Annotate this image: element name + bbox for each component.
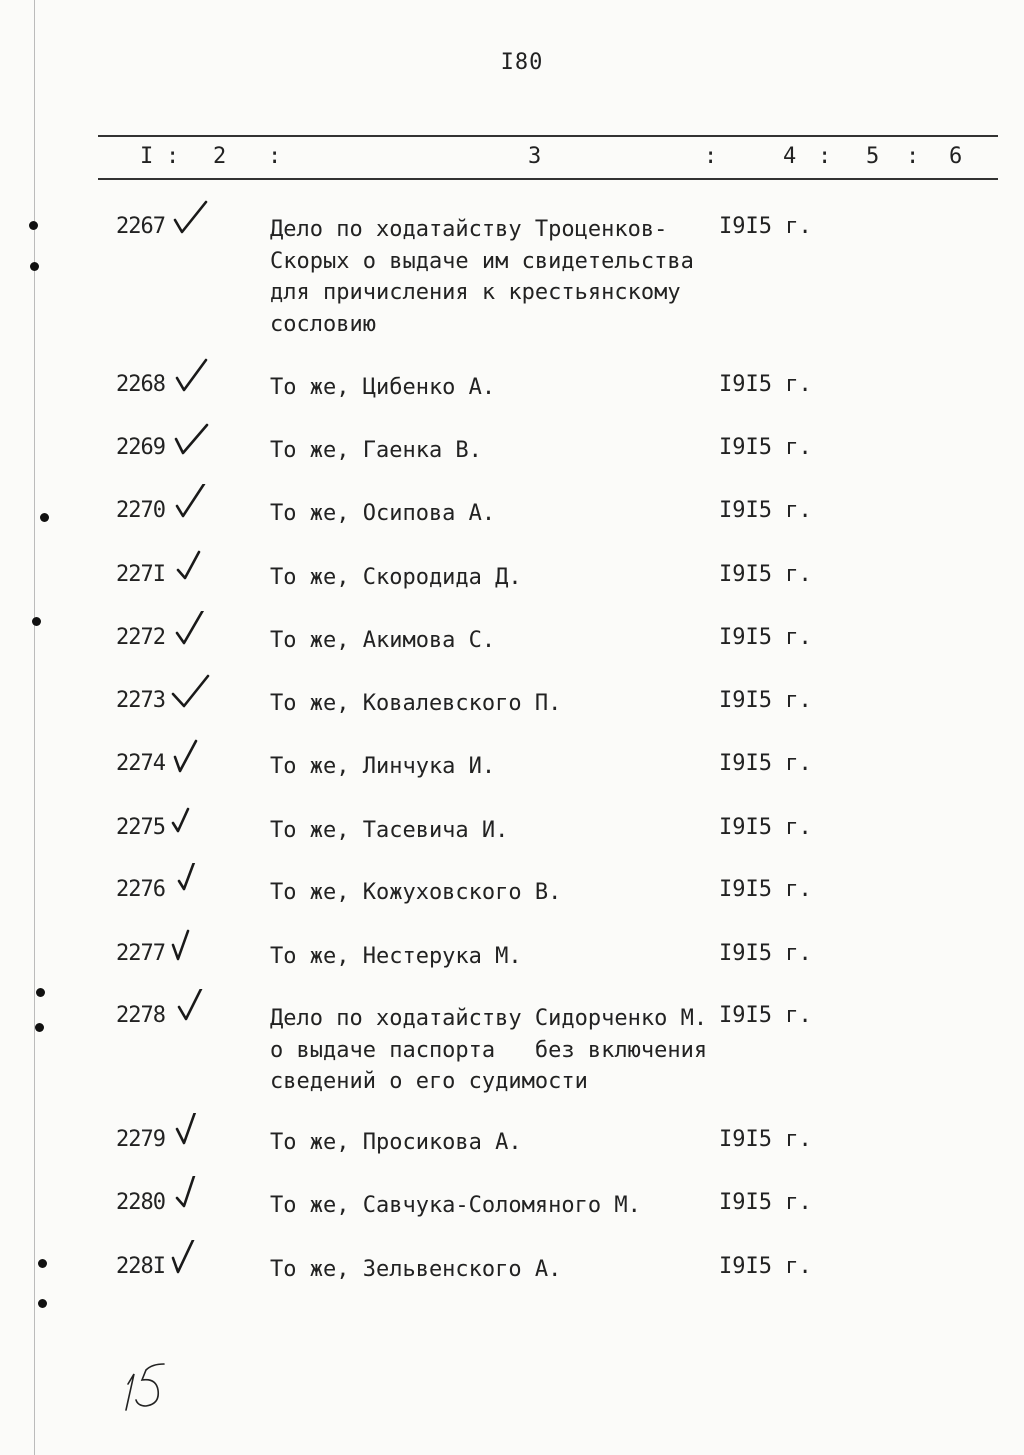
punch-hole (30, 262, 39, 271)
checkmark-icon (170, 674, 210, 714)
header-col-2: 2 (213, 144, 227, 169)
entry-number: 2270 (116, 498, 165, 523)
entry-year: I9I5 г. (719, 562, 812, 587)
entry-description: Дело по ходатайству Троценков- Скорых о выдаче им свидетельства для причисления к крестьянскому сословию (270, 217, 694, 337)
checkmark-icon (174, 611, 214, 651)
entry-year: I9I5 г. (719, 1127, 812, 1152)
entry-number: 2276 (116, 877, 165, 902)
entry-description: То же, Тасевича И. (270, 818, 509, 843)
entry-year: I9I5 г. (719, 1190, 812, 1215)
entry-number: 2274 (116, 751, 165, 776)
checkmark-icon (173, 421, 213, 461)
entry-number: 2268 (116, 372, 165, 397)
entry-year: I9I5 г. (719, 877, 812, 902)
header-col-4: 4 (783, 144, 797, 169)
entry-year: I9I5 г. (719, 751, 812, 776)
entry-number: 2272 (116, 625, 165, 650)
entry-description: То же, Зельвенского А. (270, 1257, 562, 1282)
entry-description: То же, Нестерука М. (270, 944, 522, 969)
entry-number: 2278 (116, 1003, 165, 1028)
checkmark-icon (176, 863, 216, 903)
entry-number: 227I (116, 562, 165, 587)
header-separator: : (906, 144, 920, 169)
handwritten-folio-number (118, 1358, 178, 1418)
checkmark-icon (170, 801, 210, 841)
entry-number: 2280 (116, 1190, 165, 1215)
entry-description: То же, Цибенко А. (270, 375, 496, 400)
punch-hole (35, 1023, 44, 1032)
entry-year: I9I5 г. (719, 435, 812, 460)
header-col-5: 5 (866, 144, 880, 169)
punch-hole (38, 1299, 47, 1308)
header-col-3: 3 (528, 144, 542, 169)
entry-year: I9I5 г. (719, 1003, 812, 1028)
punch-hole (32, 617, 41, 626)
checkmark-icon (170, 927, 210, 967)
entry-description: Дело по ходатайству Сидорченко М. о выдаче паспорта без включения сведений о его судимости (270, 1006, 708, 1094)
entry-number: 2279 (116, 1127, 165, 1152)
checkmark-icon (174, 484, 214, 524)
checkmark-icon (176, 989, 216, 1029)
entry-description: То же, Акимова С. (270, 628, 496, 653)
entry-description: То же, Кожуховского В. (270, 880, 562, 905)
entry-description: То же, Линчука И. (270, 754, 496, 779)
header-rule-bottom (98, 178, 998, 180)
checkmark-icon (175, 548, 215, 588)
checkmark-icon (170, 1240, 210, 1280)
entry-number: 2273 (116, 688, 165, 713)
entry-year: I9I5 г. (719, 625, 812, 650)
header-separator: : (818, 144, 832, 169)
entry-year: I9I5 г. (719, 941, 812, 966)
checkmark-icon (174, 358, 214, 398)
entry-number: 2275 (116, 815, 165, 840)
header-col-1: I (140, 144, 154, 169)
page-number: I80 (500, 50, 544, 75)
entry-number: 2267 (116, 214, 165, 239)
punch-hole (40, 513, 49, 522)
header-col-6: 6 (949, 144, 963, 169)
entry-year: I9I5 г. (719, 1254, 812, 1279)
entry-description: То же, Савчука-Соломяного М. (270, 1193, 641, 1218)
header-separator: : (704, 144, 718, 169)
header-separator: : (268, 144, 282, 169)
entry-year: I9I5 г. (719, 498, 812, 523)
punch-hole (29, 221, 38, 230)
checkmark-icon (172, 200, 212, 240)
entry-description: То же, Скородида Д. (270, 565, 522, 590)
entry-number: 2269 (116, 435, 165, 460)
left-margin-line (34, 0, 35, 1455)
entry-year: I9I5 г. (719, 372, 812, 397)
punch-hole (36, 988, 45, 997)
checkmark-icon (174, 1113, 214, 1153)
checkmark-icon (172, 737, 212, 777)
entry-year: I9I5 г. (719, 214, 812, 239)
entry-number: 228I (116, 1254, 165, 1279)
entry-number: 2277 (116, 941, 165, 966)
entry-year: I9I5 г. (719, 815, 812, 840)
entry-description: То же, Ковалевского П. (270, 691, 562, 716)
punch-hole (38, 1259, 47, 1268)
entry-year: I9I5 г. (719, 688, 812, 713)
header-rule-top (98, 135, 998, 137)
entry-description: То же, Просикова А. (270, 1130, 522, 1155)
header-separator: : (166, 144, 180, 169)
entry-description: То же, Осипова А. (270, 501, 496, 526)
entry-description: То же, Гаенка В. (270, 438, 482, 463)
checkmark-icon (174, 1176, 214, 1216)
